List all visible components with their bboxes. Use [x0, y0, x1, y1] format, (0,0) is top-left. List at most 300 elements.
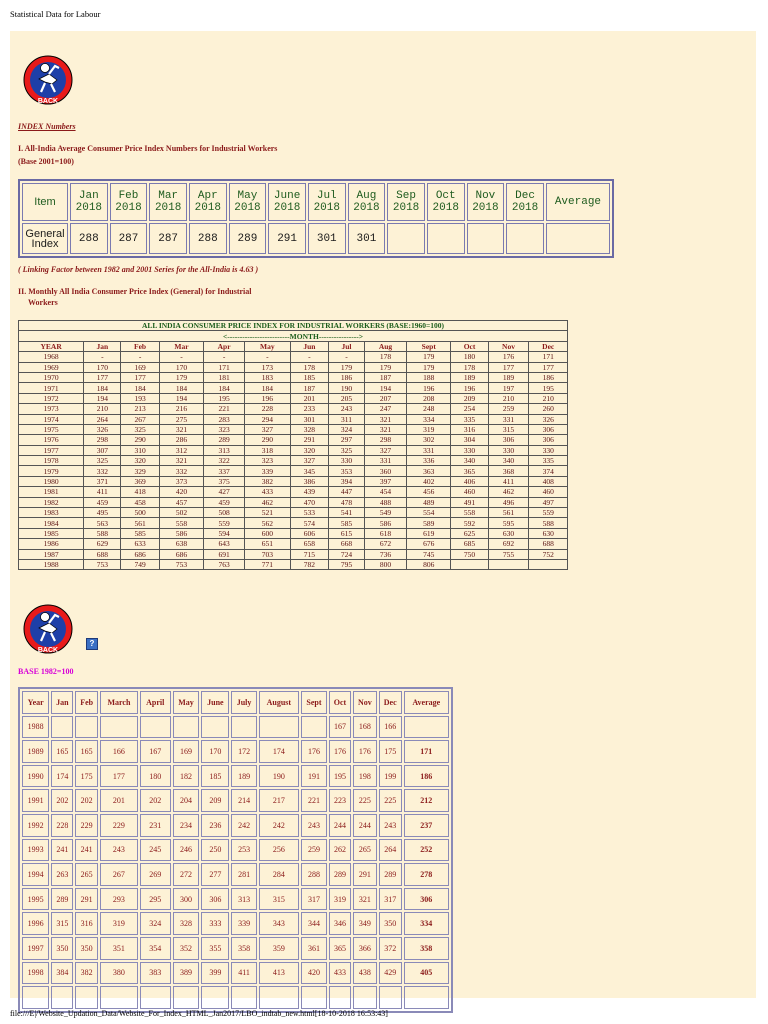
- value-cell: 168: [353, 716, 377, 739]
- value-cell: 325: [329, 445, 365, 455]
- table-row: [19, 424, 568, 434]
- value-cell: 350: [51, 937, 73, 960]
- year-cell: 1977: [19, 445, 84, 455]
- value-cell: 433: [245, 487, 291, 497]
- value-cell: 753: [84, 559, 121, 569]
- value-cell: 724: [329, 549, 365, 559]
- value-cell: 558: [451, 508, 488, 518]
- value-cell: 243: [100, 839, 138, 862]
- value-cell: 213: [121, 404, 159, 414]
- year-cell: 1988: [19, 559, 84, 569]
- value-cell: 365: [451, 466, 488, 476]
- table-row: [19, 528, 568, 538]
- value-cell: 229: [75, 814, 98, 837]
- month-arrow-row: [19, 331, 568, 341]
- value-cell: 236: [201, 814, 229, 837]
- value-cell: 488: [364, 497, 406, 507]
- value-cell: 209: [201, 789, 229, 812]
- value-cell: 771: [245, 559, 291, 569]
- value-cell: 330: [488, 445, 529, 455]
- value-cell: 221: [301, 789, 327, 812]
- value-cell: 389: [173, 962, 200, 985]
- value-cell: 345: [290, 466, 328, 476]
- column-header: July: [231, 691, 256, 714]
- month-arrow: <-------------------------MONTH---------------->: [19, 331, 568, 341]
- value-cell: 301: [348, 223, 386, 254]
- value-cell: 319: [407, 424, 451, 434]
- value-cell: 217: [259, 789, 299, 812]
- value-cell: 315: [488, 424, 529, 434]
- value-cell: 365: [329, 937, 351, 960]
- value-cell: [546, 223, 610, 254]
- column-header: YEAR: [19, 341, 84, 351]
- value-cell: 329: [121, 466, 159, 476]
- value-cell: 281: [231, 863, 256, 886]
- value-cell: 344: [301, 912, 327, 935]
- value-cell: 288: [189, 223, 227, 254]
- value-cell: 307: [84, 445, 121, 455]
- value-cell: 502: [159, 508, 203, 518]
- value-cell: 179: [329, 362, 365, 372]
- column-header: Feb: [75, 691, 98, 714]
- table-row: [22, 937, 449, 960]
- year-cell: 1968: [19, 352, 84, 362]
- year-cell: 1984: [19, 518, 84, 528]
- value-cell: 361: [301, 937, 327, 960]
- section2-title: II. Monthly All India Consumer Price Index (General) for Industrial: [18, 287, 252, 296]
- value-cell: 406: [451, 476, 488, 486]
- value-cell: 413: [259, 962, 299, 985]
- linking-factor-note: ( Linking Factor between 1982 and 2001 Series for the All-India is 4.63 ): [18, 265, 259, 274]
- value-cell: 586: [364, 518, 406, 528]
- value-cell: 250: [201, 839, 229, 862]
- value-cell: 170: [201, 740, 229, 763]
- value-cell: 559: [204, 518, 245, 528]
- value-cell: 326: [84, 424, 121, 434]
- value-cell: 186: [329, 372, 365, 382]
- table-row: [22, 740, 449, 763]
- value-cell: 668: [329, 539, 365, 549]
- value-cell: 411: [488, 476, 529, 486]
- year-cell: 1987: [19, 549, 84, 559]
- value-cell: 225: [379, 789, 402, 812]
- value-cell: 703: [245, 549, 291, 559]
- year-cell: 1981: [19, 487, 84, 497]
- value-cell: 234: [173, 814, 200, 837]
- value-cell: 194: [364, 383, 406, 393]
- value-cell: 205: [329, 393, 365, 403]
- value-cell: 800: [364, 559, 406, 569]
- value-cell: 179: [364, 362, 406, 372]
- value-cell: 179: [407, 352, 451, 362]
- year-cell: 1976: [19, 435, 84, 445]
- value-cell: [379, 986, 402, 1009]
- year-cell: 1983: [19, 508, 84, 518]
- value-cell: 420: [159, 487, 203, 497]
- year-cell: 1970: [19, 372, 84, 382]
- value-cell: 243: [329, 404, 365, 414]
- value-cell: 588: [529, 518, 568, 528]
- value-cell: 209: [451, 393, 488, 403]
- year-cell: 1969: [19, 362, 84, 372]
- value-cell: 323: [245, 456, 291, 466]
- value-cell: 195: [329, 765, 351, 788]
- value-cell: 335: [529, 456, 568, 466]
- page-header: Statistical Data for Labour: [10, 9, 101, 19]
- value-cell: 291: [353, 863, 377, 886]
- average-cell: 252: [404, 839, 449, 862]
- value-cell: 283: [204, 414, 245, 424]
- value-cell: 382: [245, 476, 291, 486]
- value-cell: 207: [364, 393, 406, 403]
- table-title: ALL INDIA CONSUMER PRICE INDEX FOR INDUSTRIAL WORKERS (BASE:1960=100): [19, 321, 568, 331]
- value-cell: 459: [204, 497, 245, 507]
- value-cell: 633: [121, 539, 159, 549]
- cpi-1982-base-table: [18, 687, 453, 1013]
- value-cell: 310: [121, 445, 159, 455]
- value-cell: 321: [159, 456, 203, 466]
- value-cell: 321: [353, 888, 377, 911]
- value-cell: 318: [245, 445, 291, 455]
- table-row: [19, 445, 568, 455]
- value-cell: 562: [245, 518, 291, 528]
- table-row: [22, 962, 449, 985]
- column-header: Oct: [329, 691, 351, 714]
- table-row: [22, 814, 449, 837]
- value-cell: 245: [140, 839, 171, 862]
- value-cell: 315: [259, 888, 299, 911]
- value-cell: 382: [75, 962, 98, 985]
- column-header: Nov: [488, 341, 529, 351]
- value-cell: 374: [529, 466, 568, 476]
- value-cell: 210: [529, 393, 568, 403]
- logo-text: BACK: [37, 647, 59, 654]
- value-cell: 244: [329, 814, 351, 837]
- value-cell: 332: [84, 466, 121, 476]
- value-cell: 197: [488, 383, 529, 393]
- value-cell: 172: [231, 740, 256, 763]
- value-cell: 297: [329, 435, 365, 445]
- value-cell: [173, 716, 200, 739]
- value-cell: 290: [121, 435, 159, 445]
- value-cell: 715: [290, 549, 328, 559]
- value-cell: [75, 716, 98, 739]
- value-cell: 312: [159, 445, 203, 455]
- value-cell: -: [290, 352, 328, 362]
- section1-base: (Base 2001=100): [18, 157, 74, 166]
- value-cell: 178: [451, 362, 488, 372]
- value-cell: 454: [364, 487, 406, 497]
- value-cell: 470: [290, 497, 328, 507]
- value-cell: 264: [84, 414, 121, 424]
- value-cell: 359: [259, 937, 299, 960]
- value-cell: 408: [529, 476, 568, 486]
- year-cell: 1975: [19, 424, 84, 434]
- value-cell: 302: [407, 435, 451, 445]
- value-cell: 298: [364, 435, 406, 445]
- table-header-row: [19, 341, 568, 351]
- value-cell: -: [245, 352, 291, 362]
- value-cell: 277: [201, 863, 229, 886]
- table-header-row: [22, 691, 449, 714]
- column-header: Jul: [329, 341, 365, 351]
- value-cell: 262: [329, 839, 351, 862]
- year-cell: 1990: [22, 765, 49, 788]
- value-cell: 169: [173, 740, 200, 763]
- table-row: [22, 863, 449, 886]
- table-row: [19, 383, 568, 393]
- value-cell: 316: [451, 424, 488, 434]
- value-cell: 322: [204, 456, 245, 466]
- back-logo-icon[interactable]: [19, 54, 77, 106]
- value-cell: 336: [407, 456, 451, 466]
- value-cell: 243: [301, 814, 327, 837]
- column-header: Year: [22, 691, 49, 714]
- value-cell: 188: [407, 372, 451, 382]
- value-cell: 574: [290, 518, 328, 528]
- value-cell: 558: [159, 518, 203, 528]
- cpi-2018-table: [18, 179, 614, 258]
- value-cell: 167: [329, 716, 351, 739]
- value-cell: 418: [121, 487, 159, 497]
- value-cell: 350: [75, 937, 98, 960]
- value-cell: 321: [159, 424, 203, 434]
- table-header-row: [22, 183, 610, 221]
- average-cell: [404, 716, 449, 739]
- value-cell: 592: [451, 518, 488, 528]
- value-cell: 563: [84, 518, 121, 528]
- value-cell: 193: [121, 393, 159, 403]
- value-cell: 208: [407, 393, 451, 403]
- value-cell: 630: [488, 528, 529, 538]
- value-cell: 228: [245, 404, 291, 414]
- value-cell: 327: [364, 445, 406, 455]
- base-1982-label: BASE 1982=100: [18, 667, 74, 676]
- value-cell: 585: [121, 528, 159, 538]
- value-cell: 782: [290, 559, 328, 569]
- value-cell: 676: [407, 539, 451, 549]
- value-cell: 375: [204, 476, 245, 486]
- value-cell: 685: [451, 539, 488, 549]
- value-cell: 178: [290, 362, 328, 372]
- value-cell: 180: [451, 352, 488, 362]
- average-cell: 306: [404, 888, 449, 911]
- value-cell: 316: [75, 912, 98, 935]
- value-cell: 225: [353, 789, 377, 812]
- value-cell: 306: [488, 435, 529, 445]
- month-header: Feb 2018: [110, 183, 148, 221]
- value-cell: 752: [529, 549, 568, 559]
- value-cell: 491: [451, 497, 488, 507]
- value-cell: 317: [379, 888, 402, 911]
- table-row: [19, 549, 568, 559]
- value-cell: 352: [173, 937, 200, 960]
- help-icon[interactable]: ?: [86, 638, 98, 650]
- value-cell: [467, 223, 505, 254]
- column-header: May: [245, 341, 291, 351]
- year-cell: 1974: [19, 414, 84, 424]
- table-row: [19, 466, 568, 476]
- year-cell: 1992: [22, 814, 49, 837]
- table-row: [19, 497, 568, 507]
- year-cell: 1982: [19, 497, 84, 507]
- value-cell: 343: [259, 912, 299, 935]
- value-cell: 330: [329, 456, 365, 466]
- section1-title: I. All-India Average Consumer Price Index Numbers for Industrial Workers: [18, 144, 278, 153]
- value-cell: -: [329, 352, 365, 362]
- value-cell: 216: [159, 404, 203, 414]
- table-title-row: [19, 321, 568, 331]
- table-row: [22, 765, 449, 788]
- value-cell: 175: [379, 740, 402, 763]
- value-cell: 331: [488, 414, 529, 424]
- value-cell: 319: [329, 888, 351, 911]
- value-cell: 533: [290, 508, 328, 518]
- value-cell: 349: [353, 912, 377, 935]
- month-header: Jan 2018: [70, 183, 108, 221]
- value-cell: [140, 986, 171, 1009]
- value-cell: 202: [75, 789, 98, 812]
- value-cell: [529, 559, 568, 569]
- value-cell: 264: [379, 839, 402, 862]
- value-cell: 311: [329, 414, 365, 424]
- average-cell: 358: [404, 937, 449, 960]
- average-cell: 334: [404, 912, 449, 935]
- value-cell: 795: [329, 559, 365, 569]
- value-cell: 369: [121, 476, 159, 486]
- value-cell: 294: [245, 414, 291, 424]
- value-cell: 306: [529, 424, 568, 434]
- year-cell: 1973: [19, 404, 84, 414]
- table-row: [19, 559, 568, 569]
- value-cell: -: [204, 352, 245, 362]
- value-cell: 619: [407, 528, 451, 538]
- column-header: Apr: [204, 341, 245, 351]
- value-cell: 210: [488, 393, 529, 403]
- value-cell: 629: [84, 539, 121, 549]
- value-cell: 313: [231, 888, 256, 911]
- value-cell: 686: [159, 549, 203, 559]
- value-cell: 246: [173, 839, 200, 862]
- value-cell: 195: [529, 383, 568, 393]
- month-header: Oct 2018: [427, 183, 465, 221]
- value-cell: 171: [529, 352, 568, 362]
- value-cell: 196: [407, 383, 451, 393]
- value-cell: 231: [140, 814, 171, 837]
- year-cell: 1997: [22, 937, 49, 960]
- value-cell: 559: [529, 508, 568, 518]
- value-cell: 177: [100, 765, 138, 788]
- value-cell: 321: [364, 424, 406, 434]
- value-cell: 433: [329, 962, 351, 985]
- value-cell: 179: [407, 362, 451, 372]
- value-cell: 166: [379, 716, 402, 739]
- value-cell: 198: [353, 765, 377, 788]
- table-row: [19, 476, 568, 486]
- value-cell: 182: [173, 765, 200, 788]
- value-cell: 615: [329, 528, 365, 538]
- value-cell: 606: [290, 528, 328, 538]
- year-cell: 1994: [22, 863, 49, 886]
- year-cell: 1986: [19, 539, 84, 549]
- value-cell: 331: [364, 456, 406, 466]
- back-logo-icon[interactable]: [19, 603, 77, 655]
- value-cell: 420: [301, 962, 327, 985]
- value-cell: 185: [290, 372, 328, 382]
- value-cell: 618: [364, 528, 406, 538]
- value-cell: 287: [110, 223, 148, 254]
- value-cell: 289: [51, 888, 73, 911]
- value-cell: 301: [308, 223, 346, 254]
- month-header: Jul 2018: [308, 183, 346, 221]
- table-row: [22, 888, 449, 911]
- value-cell: 304: [451, 435, 488, 445]
- value-cell: 651: [245, 539, 291, 549]
- value-cell: 189: [231, 765, 256, 788]
- average-cell: 278: [404, 863, 449, 886]
- index-numbers-link[interactable]: INDEX Numbers: [18, 122, 76, 131]
- column-header: March: [100, 691, 138, 714]
- value-cell: 177: [84, 372, 121, 382]
- value-cell: 372: [379, 937, 402, 960]
- value-cell: 346: [329, 912, 351, 935]
- value-cell: 194: [84, 393, 121, 403]
- value-cell: 243: [379, 814, 402, 837]
- value-cell: 223: [329, 789, 351, 812]
- value-cell: 806: [407, 559, 451, 569]
- table-row: [19, 352, 568, 362]
- value-cell: 176: [329, 740, 351, 763]
- value-cell: 458: [121, 497, 159, 507]
- column-header: Jun: [290, 341, 328, 351]
- value-cell: 202: [51, 789, 73, 812]
- year-cell: [22, 986, 49, 1009]
- value-cell: 350: [379, 912, 402, 935]
- value-cell: 438: [353, 962, 377, 985]
- value-cell: 386: [290, 476, 328, 486]
- year-cell: 1971: [19, 383, 84, 393]
- value-cell: 169: [121, 362, 159, 372]
- value-cell: 201: [100, 789, 138, 812]
- value-cell: 320: [290, 445, 328, 455]
- column-header: April: [140, 691, 171, 714]
- column-header: Aug: [364, 341, 406, 351]
- value-cell: 497: [529, 497, 568, 507]
- value-cell: [353, 986, 377, 1009]
- column-header: August: [259, 691, 299, 714]
- value-cell: 221: [204, 404, 245, 414]
- value-cell: [100, 986, 138, 1009]
- table-row: [19, 487, 568, 497]
- value-cell: [173, 986, 200, 1009]
- value-cell: [506, 223, 544, 254]
- value-cell: 306: [201, 888, 229, 911]
- value-cell: 291: [268, 223, 306, 254]
- value-cell: [231, 716, 256, 739]
- value-cell: 688: [529, 539, 568, 549]
- value-cell: 658: [290, 539, 328, 549]
- value-cell: 259: [488, 404, 529, 414]
- value-cell: 199: [379, 765, 402, 788]
- value-cell: 248: [407, 404, 451, 414]
- value-cell: 186: [529, 372, 568, 382]
- value-cell: 187: [364, 372, 406, 382]
- value-cell: 736: [364, 549, 406, 559]
- value-cell: 265: [353, 839, 377, 862]
- value-cell: 176: [353, 740, 377, 763]
- value-cell: 170: [159, 362, 203, 372]
- value-cell: 181: [204, 372, 245, 382]
